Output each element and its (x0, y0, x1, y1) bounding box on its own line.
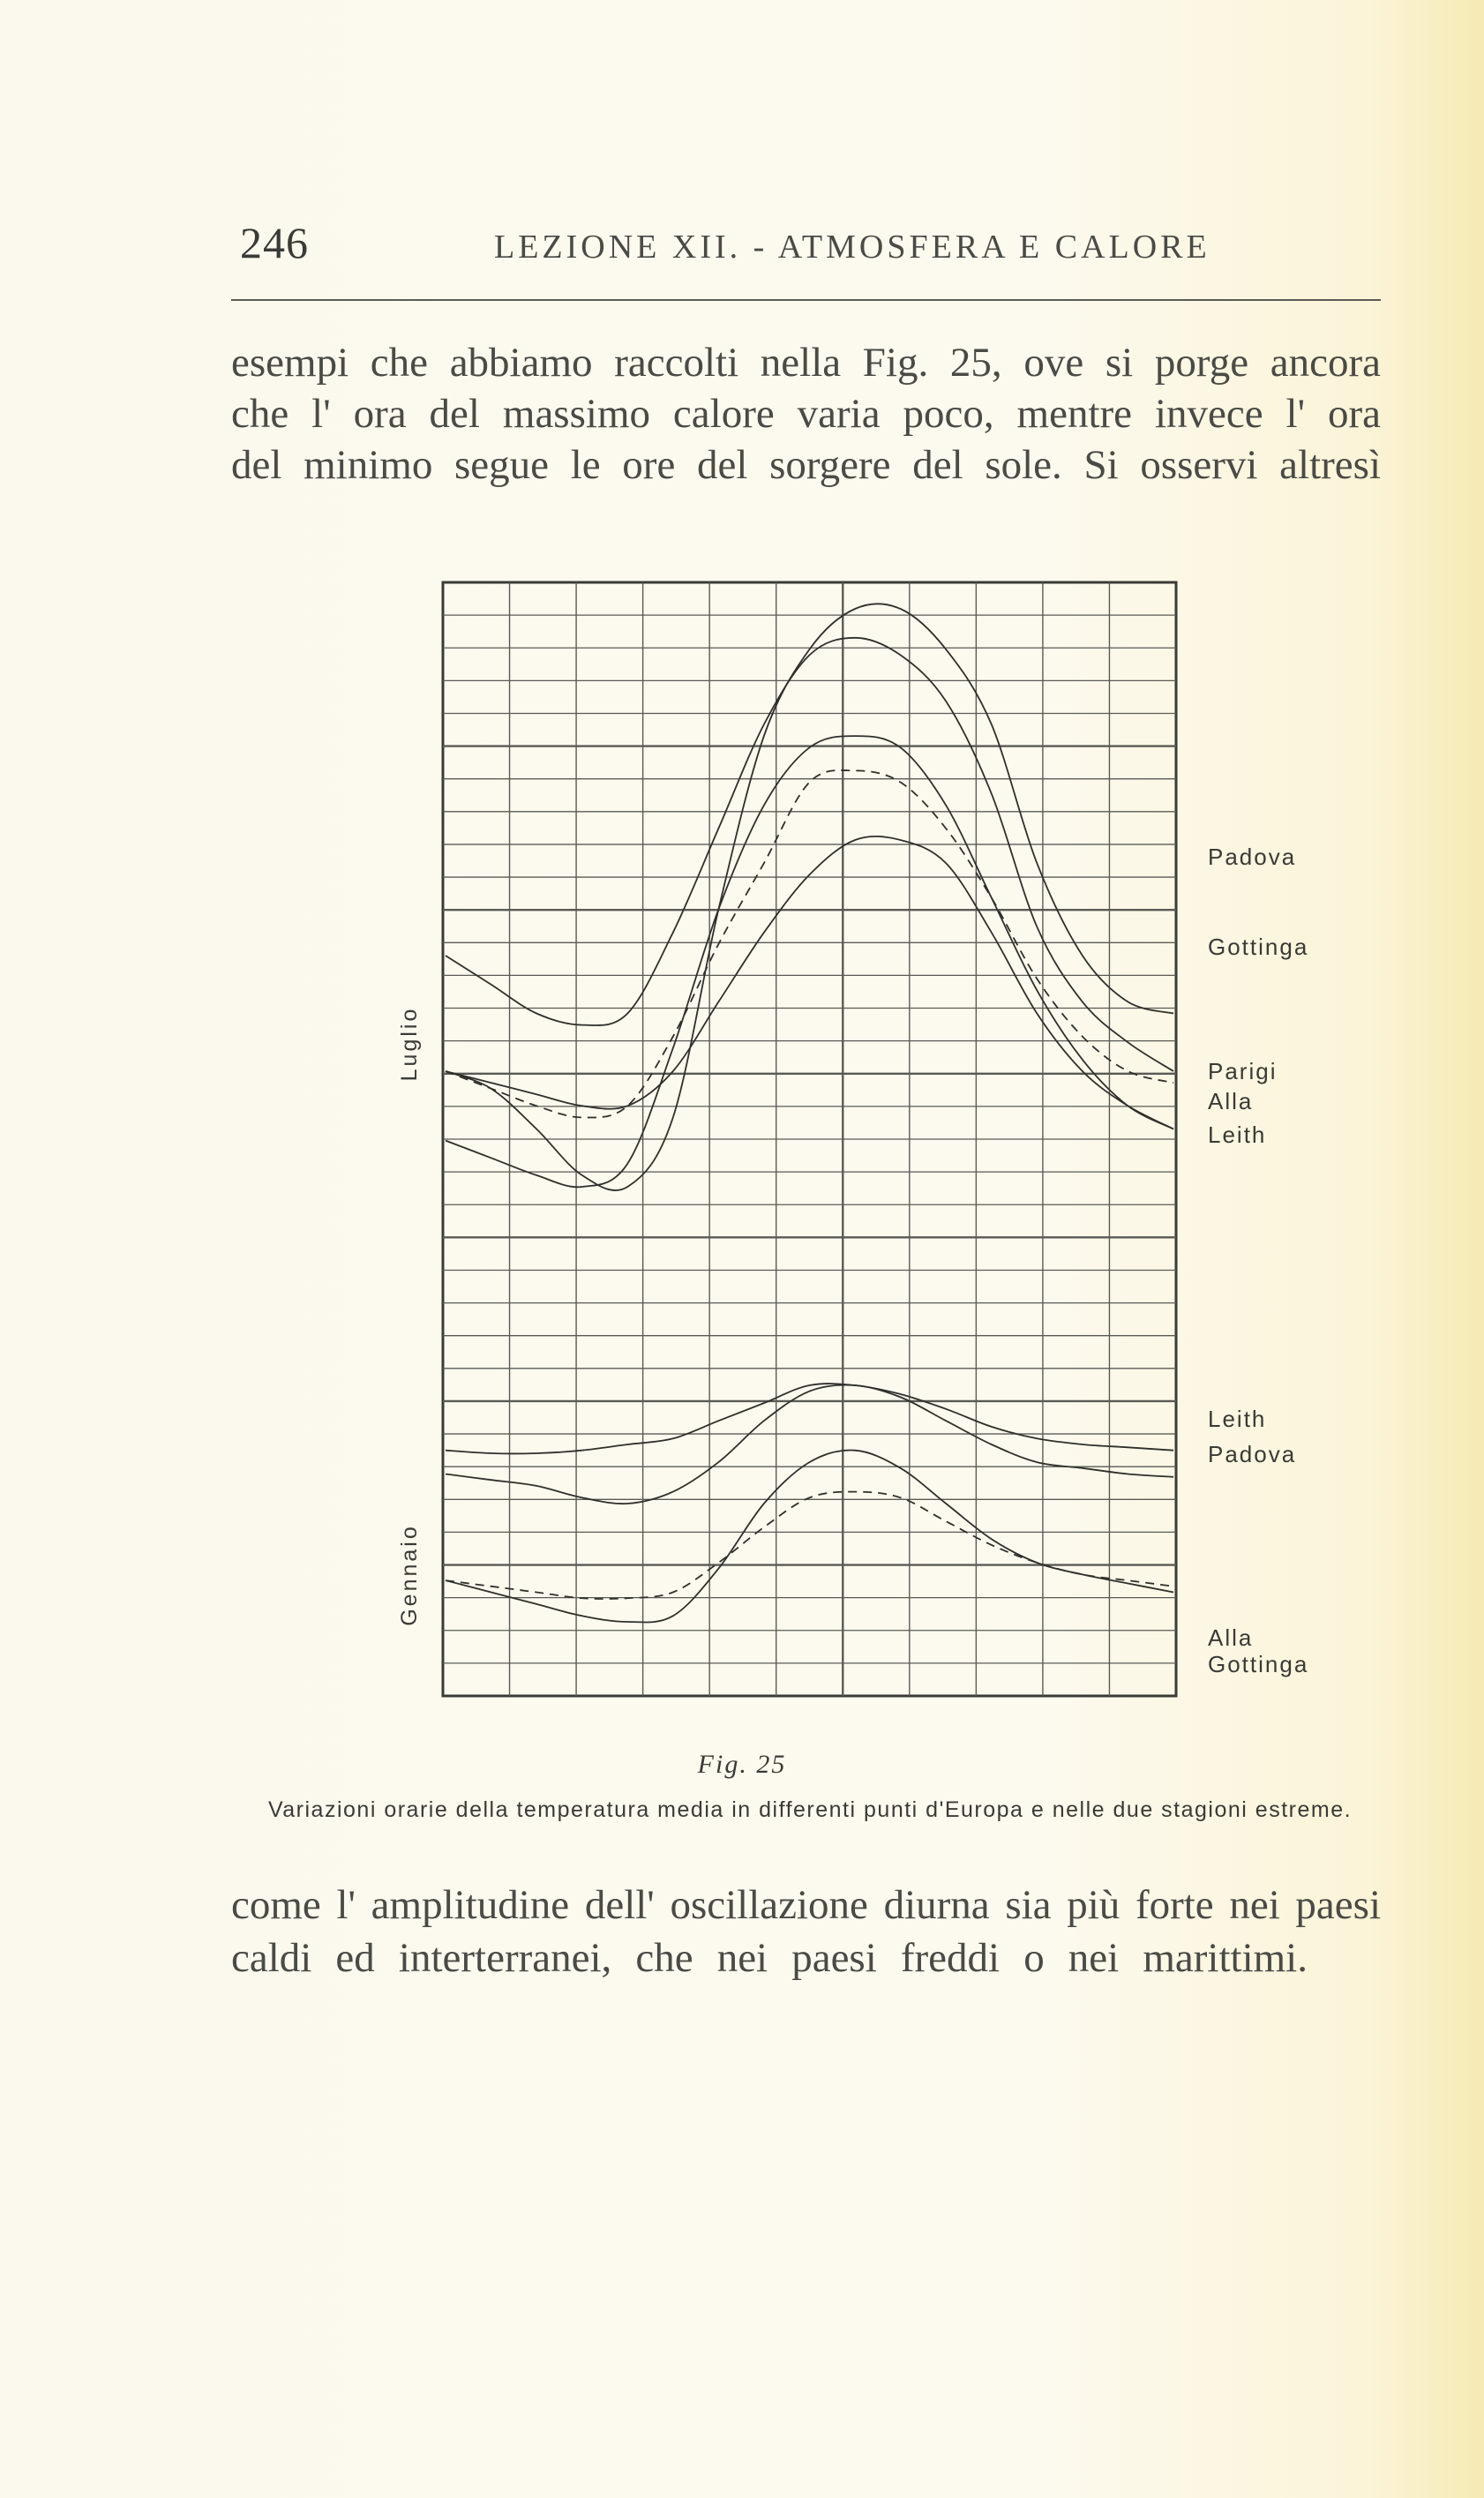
series-line-padova (446, 604, 1173, 1190)
series-label: Parigi (1208, 1058, 1278, 1084)
series-label: Leith (1208, 1406, 1267, 1432)
running-title: LEZIONE XII. - ATMOSFERA E CALORE (494, 229, 1210, 266)
series-line-parigi (446, 770, 1173, 1118)
series-line-leith (446, 836, 1173, 1129)
body-line: che l' ora del massimo calore varia poco, mentre invece l' ora (231, 391, 1381, 437)
series-label: Leith (1208, 1121, 1267, 1148)
figure-label: Fig. 25 (697, 1750, 787, 1779)
series-line-padova (446, 1385, 1173, 1504)
season-label: Luglio (397, 1006, 422, 1082)
season-label: Gennaio (397, 1524, 422, 1626)
series-line-alla (446, 736, 1173, 1187)
body-line: caldi ed interterranei, che nei paesi freddi o nei marittimi. (231, 1935, 1308, 1981)
series-label: Gottinga (1208, 1651, 1309, 1677)
series-label: Padova (1208, 844, 1297, 870)
body-line: del minimo segue le ore del sorgere del sole. Si osservi altresì (231, 442, 1381, 488)
figure-caption: Variazioni orarie della temperatura media in differenti punti d'Europa e nelle due stagioni estreme. (267, 1797, 1353, 1822)
series-label: Padova (1208, 1441, 1297, 1467)
series-label: Gottinga (1208, 934, 1309, 960)
series-line-alla (446, 1451, 1173, 1623)
series-line-leith (446, 1384, 1173, 1453)
body-line: come l' amplitudine dell' oscillazione diurna sia più forte nei paesi (231, 1882, 1381, 1928)
series-line-gottinga (446, 638, 1173, 1071)
series-label: Alla (1208, 1624, 1254, 1651)
series-label: Alla (1208, 1088, 1254, 1114)
body-line: esempi che abbiamo raccolti nella Fig. 25, ove si porge ancora (231, 340, 1381, 386)
series-line-gottinga (446, 1492, 1173, 1599)
page-number: 246 (240, 218, 309, 267)
